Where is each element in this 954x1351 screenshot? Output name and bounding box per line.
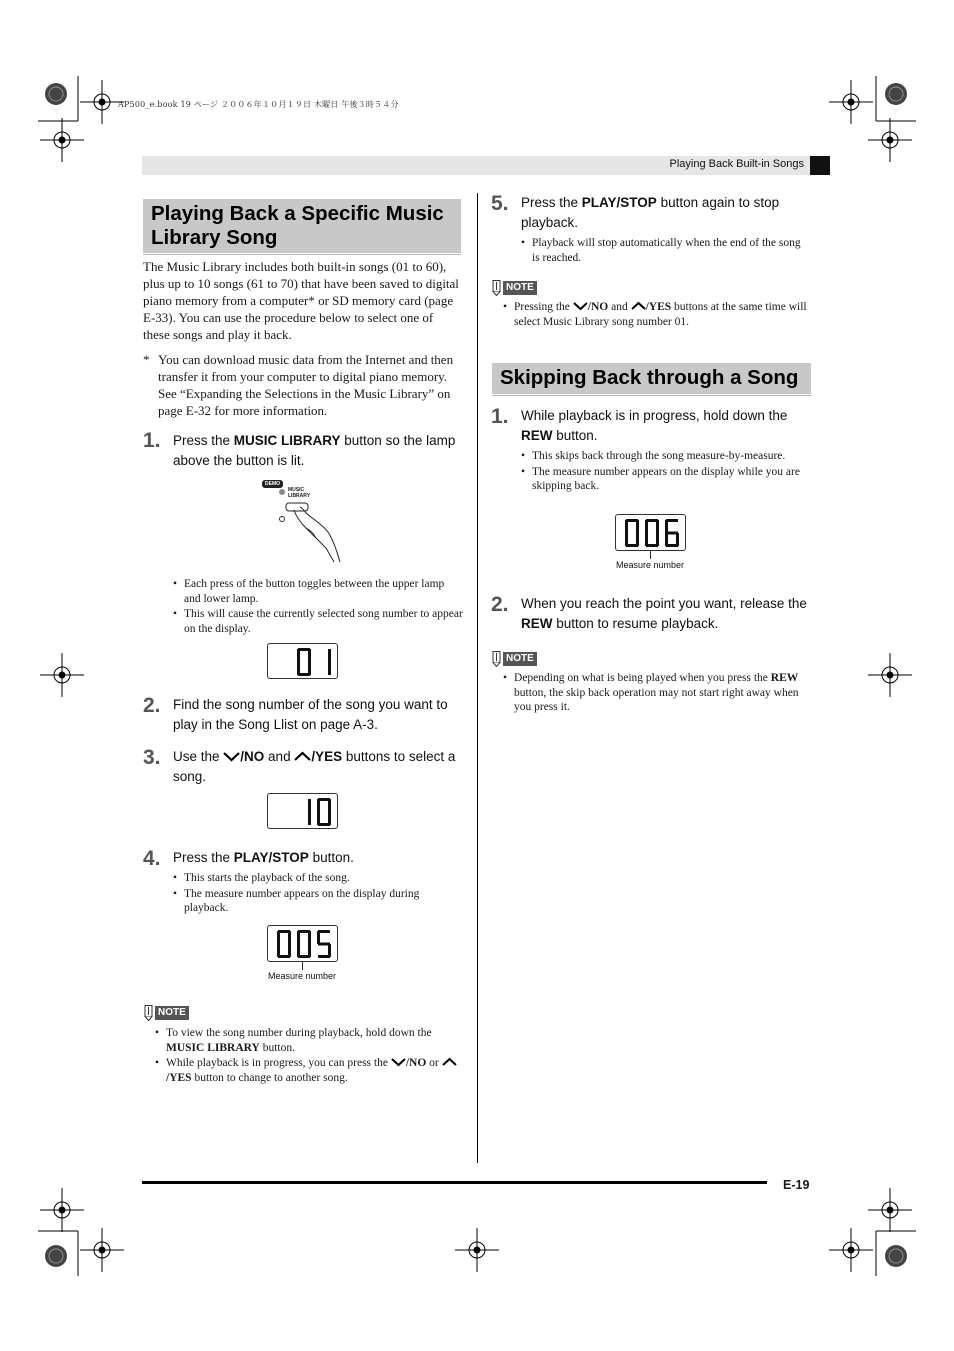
footnote-mark: * <box>143 352 150 367</box>
measure-number-label: Measure number <box>616 560 685 570</box>
intro-paragraph: The Music Library includes both built-in songs (01 to 60), plus up to 10 songs (61 to 70) that have been saved to digital piano memory from a computer* or SD memory card (page E-33). You can use the procedure below to select one of these songs and play it back. <box>143 259 459 342</box>
bullet-item: • Each press of the button toggles between the upper lamp and lower lamp. <box>173 577 463 606</box>
rew-note-bullets <box>503 671 811 716</box>
up-arrow-icon <box>631 301 646 311</box>
lcd-segment <box>636 520 639 533</box>
step-number: 1. <box>491 405 509 428</box>
note-text: and <box>608 301 631 313</box>
note-text: Pressing the <box>514 301 573 313</box>
no-button-label: /NO <box>587 301 609 313</box>
bullet-item: • This starts the playback of the song. <box>173 871 463 886</box>
lcd-segment <box>288 931 291 944</box>
step-number: 3. <box>143 746 161 769</box>
lcd-segment <box>328 662 331 675</box>
note-text: button. <box>259 1041 295 1054</box>
no-button-label: /NO <box>240 749 265 764</box>
finger-pressing-button-icon <box>276 498 348 564</box>
step-4-text <box>173 848 463 868</box>
play-stop-label: PLAY/STOP <box>581 195 657 210</box>
left-note-bullets <box>155 1026 463 1086</box>
yes-button-label: /YES <box>166 1071 192 1084</box>
step-3-text <box>173 747 463 787</box>
up-arrow-icon <box>442 1057 457 1067</box>
note-text: To view the song number during playback, hold down the <box>166 1027 432 1039</box>
down-arrow-icon <box>573 301 588 311</box>
step-text-part: button again to stop playback. <box>521 195 780 230</box>
step-text-part: and <box>264 749 295 764</box>
step-text-part: button. <box>308 850 354 865</box>
note-text: button, the skip back operation may not start right away when you press it. <box>514 686 799 713</box>
bullet-item <box>503 671 811 715</box>
lcd-segment <box>656 520 659 533</box>
note-badge <box>143 1005 189 1021</box>
down-arrow-icon <box>223 751 240 762</box>
note-text: button to change to another song. <box>191 1071 348 1084</box>
lcd-segment <box>317 799 320 812</box>
step-text-part: button. <box>552 428 598 443</box>
step-number: 1. <box>143 429 161 452</box>
lcd-segment <box>645 533 648 546</box>
library-label: LIBRARY <box>288 493 311 499</box>
step-1-bullets <box>173 577 463 637</box>
column-divider <box>477 193 478 1163</box>
step-5-text <box>521 193 811 233</box>
bullet-item <box>503 300 811 329</box>
measure-number-label: Measure number <box>268 971 337 981</box>
music-library-panel-illustration <box>258 478 348 564</box>
step-text-part: While playback is in progress, hold down the <box>521 408 788 423</box>
note-label: NOTE <box>503 652 537 666</box>
lcd-segment <box>297 662 300 675</box>
step-text-part: Press the <box>173 850 234 865</box>
step-text-part: Press the <box>521 195 582 210</box>
rew-label: REW <box>521 616 553 631</box>
note-text: While playback is in progress, you can press the <box>166 1057 391 1069</box>
footnote: You can download music data from the Internet and then transfer it from your computer to digital piano memory. See “Expanding the Selections in the Music Library” on page E-32 for more information. <box>158 352 454 418</box>
note-badge <box>491 651 537 667</box>
bullet-item: • The measure number appears on the display while you are skipping back. <box>521 465 811 494</box>
lcd-display <box>615 514 686 551</box>
crosshair-icon <box>868 653 912 697</box>
crosshair-icon <box>40 118 84 162</box>
lcd-segment <box>297 944 300 957</box>
crosshair-icon <box>868 118 912 162</box>
up-arrow-icon <box>294 751 311 762</box>
note-label: NOTE <box>503 281 537 295</box>
bullet-item: • The measure number appears on the display during playback. <box>173 887 463 916</box>
crosshair-icon <box>455 1228 499 1272</box>
lcd-segment <box>318 955 330 958</box>
lcd-segment <box>317 931 320 944</box>
lcd-segment <box>308 799 311 812</box>
lcd-segment <box>328 799 331 812</box>
page-number: E-19 <box>783 1178 810 1192</box>
section-title-skipping-back: Skipping Back through a Song <box>492 363 811 394</box>
pencil-icon <box>143 1005 154 1021</box>
step-text-part: buttons to select a song. <box>173 749 456 784</box>
lcd-segment <box>625 533 628 546</box>
step-number: 2. <box>143 694 161 717</box>
lcd-segment <box>676 533 679 546</box>
crosshair-icon <box>80 1228 124 1272</box>
note-badge <box>491 280 537 296</box>
play-stop-label: PLAY/STOP <box>233 850 309 865</box>
lcd-digits-svg <box>269 928 333 960</box>
crosshair-icon <box>829 80 873 124</box>
demo-label: DEMO <box>262 480 283 488</box>
lcd-display <box>267 925 338 962</box>
lcd-display <box>267 643 338 679</box>
right-note-bullets <box>503 300 811 330</box>
leader-line <box>302 962 303 970</box>
step-5-bullets <box>521 236 811 266</box>
bullet-item: • Playback will stop automatically when the end of the song is reached. <box>521 236 811 265</box>
rew-label: REW <box>770 672 799 684</box>
footer-rule <box>142 1181 767 1184</box>
lcd-digits <box>268 646 337 678</box>
bullet-item <box>155 1056 463 1085</box>
pencil-icon <box>491 651 502 667</box>
lcd-digits-svg <box>273 796 333 828</box>
bullet-item: • This will cause the currently selected song number to appear on the display. <box>173 607 463 636</box>
yes-button-label: /YES <box>311 749 343 764</box>
step-text-part: Press the <box>173 433 234 448</box>
header-block <box>810 156 830 175</box>
step-2-text: Find the song number of the song you want to play in the Song Llist on page A-3. <box>173 697 448 732</box>
lamp-icon <box>279 489 285 495</box>
lcd-display <box>267 793 338 829</box>
lcd-digits-svg <box>273 646 333 678</box>
lcd-digits-svg <box>617 517 681 549</box>
rew-step-1-text <box>521 406 813 446</box>
rew-step-2-text <box>521 594 813 634</box>
step-number: 2. <box>491 593 509 616</box>
bullet-item <box>155 1026 463 1055</box>
lcd-segment <box>328 649 331 662</box>
step-number: 4. <box>143 847 161 870</box>
step-4-bullets <box>173 871 463 917</box>
lcd-segment <box>665 520 668 533</box>
note-text: or <box>426 1057 442 1069</box>
lcd-segment <box>297 931 300 944</box>
pencil-icon <box>491 280 502 296</box>
lcd-segment <box>277 931 280 944</box>
note-label: NOTE <box>155 1006 189 1020</box>
step-1-text <box>173 431 463 471</box>
step-text-part: Use the <box>173 749 224 764</box>
music-library-label: MUSIC LIBRARY <box>233 433 341 448</box>
leader-line <box>650 551 651 559</box>
lcd-segment <box>297 649 300 662</box>
lcd-segment <box>645 520 648 533</box>
music-label: MUSIC <box>288 487 305 493</box>
lcd-segment <box>277 944 280 957</box>
rew-step-1-bullets <box>521 449 811 495</box>
note-text: Depending on what is being played when you press the <box>514 672 771 684</box>
lcd-segment <box>317 812 320 825</box>
no-button-label: /NO <box>405 1057 427 1069</box>
note-text: buttons at the same time will select Music Library song number 01. <box>514 301 807 328</box>
file-info: AP500_e.book 19 ページ ２００６年１０月１９日 木曜日 午後３時５４分 <box>118 100 399 109</box>
music-library-label: MUSIC LIBRARY <box>166 1041 260 1054</box>
section-title-music-library: Playing Back a Specific Music Library Song <box>143 199 461 253</box>
lcd-segment <box>308 931 311 944</box>
lcd-segment <box>308 649 311 662</box>
yes-button-label: /YES <box>645 301 672 313</box>
running-title: Playing Back Built-in Songs <box>669 158 804 170</box>
lcd-segment <box>308 812 311 825</box>
registration-mark-icon <box>856 1216 916 1276</box>
step-text-part: button so the lamp above the button is lit. <box>173 433 456 468</box>
rew-label: REW <box>521 428 553 443</box>
down-arrow-icon <box>391 1057 406 1067</box>
lcd-segment <box>625 520 628 533</box>
step-number: 5. <box>491 192 509 215</box>
step-text-part: When you reach the point you want, release the <box>521 596 807 611</box>
crosshair-icon <box>40 653 84 697</box>
bullet-item: • This skips back through the song measure-by-measure. <box>521 449 811 464</box>
step-text-part: button to resume playback. <box>552 616 719 631</box>
